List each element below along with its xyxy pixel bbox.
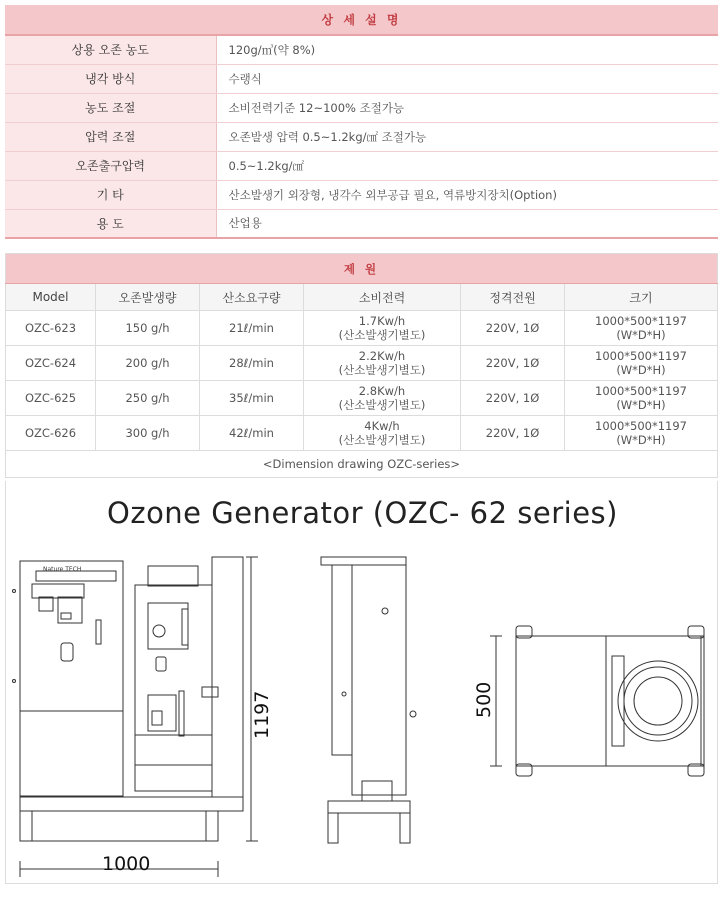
table-row [6, 346, 718, 381]
spec-label: 농도 조절 [5, 93, 216, 122]
spec-value: 산업용 [216, 209, 718, 238]
cell-power: 4Kw/h (산소발생기별도) [304, 416, 461, 451]
table-row [5, 64, 718, 93]
cell-oxygen: 21ℓ/min [200, 311, 304, 346]
spec-label: 기 타 [5, 180, 216, 209]
cell-ozone: 300 g/h [96, 416, 200, 451]
cell-size: 1000*500*1197 (W*D*H) [565, 381, 718, 416]
spec-value: 0.5~1.2kg/㎠ [216, 151, 718, 180]
cell-model: OZC-623 [6, 311, 96, 346]
header-model: Model [6, 284, 96, 311]
cell-size: 1000*500*1197 (W*D*H) [565, 416, 718, 451]
header-ozone: 오존발생량 [96, 284, 200, 311]
table-row [5, 151, 718, 180]
dimension-drawing [5, 481, 718, 884]
cell-power: 1.7Kw/h (산소발생기별도) [304, 311, 461, 346]
cell-ozone: 200 g/h [96, 346, 200, 381]
cell-oxygen: 35ℓ/min [200, 381, 304, 416]
cell-size: 1000*500*1197 (W*D*H) [565, 346, 718, 381]
drawing-svg [6, 481, 719, 884]
table-row [5, 209, 718, 238]
spec-value: 수랭식 [216, 64, 718, 93]
width-dimension-label: 1000 [102, 853, 151, 875]
cell-model: OZC-625 [6, 381, 96, 416]
spec-label: 오존출구압력 [5, 151, 216, 180]
cell-ozone: 250 g/h [96, 381, 200, 416]
spec-value: 120g/㎥(약 8%) [216, 35, 718, 64]
cell-supply: 220V, 1Ø [461, 416, 565, 451]
top-view [490, 626, 704, 776]
table-row [5, 180, 718, 209]
model-table-title: 제 원 [6, 254, 718, 284]
cell-supply: 220V, 1Ø [461, 381, 565, 416]
dimension-caption: <Dimension drawing OZC-series> [6, 451, 718, 478]
cell-power: 2.8Kw/h (산소발생기별도) [304, 381, 461, 416]
drawing-title: Ozone Generator (OZC- 62 series) [107, 496, 618, 530]
cell-size: 1000*500*1197 (W*D*H) [565, 311, 718, 346]
model-table [5, 253, 718, 478]
table-row [6, 311, 718, 346]
depth-dimension-label: 500 [473, 681, 495, 718]
spec-table-title: 상 세 설 명 [5, 5, 718, 35]
spec-value: 소비전력기준 12~100% 조절가능 [216, 93, 718, 122]
cell-ozone: 150 g/h [96, 311, 200, 346]
spec-label: 용 도 [5, 209, 216, 238]
height-dimension-label: 1197 [251, 690, 273, 739]
cell-oxygen: 42ℓ/min [200, 416, 304, 451]
panel-logo-label: Nature TECH [43, 566, 82, 573]
cell-model: OZC-626 [6, 416, 96, 451]
spec-table [5, 5, 718, 239]
spec-value: 산소발생기 외장형, 냉각수 외부공급 필요, 역류방지장치(Option) [216, 180, 718, 209]
cell-oxygen: 28ℓ/min [200, 346, 304, 381]
header-supply: 정격전원 [461, 284, 565, 311]
cell-model: OZC-624 [6, 346, 96, 381]
side-view [321, 557, 416, 843]
spec-value: 오존발생 압력 0.5~1.2kg/㎠ 조절가능 [216, 122, 718, 151]
spec-label: 냉각 방식 [5, 64, 216, 93]
table-row [5, 93, 718, 122]
cell-supply: 220V, 1Ø [461, 346, 565, 381]
table-row [5, 35, 718, 64]
table-row [5, 122, 718, 151]
cell-supply: 220V, 1Ø [461, 311, 565, 346]
header-oxygen: 산소요구량 [200, 284, 304, 311]
spec-label: 압력 조절 [5, 122, 216, 151]
table-row [6, 381, 718, 416]
front-view [13, 557, 259, 877]
table-row [6, 416, 718, 451]
header-size: 크기 [565, 284, 718, 311]
header-power: 소비전력 [304, 284, 461, 311]
cell-power: 2.2Kw/h (산소발생기별도) [304, 346, 461, 381]
spec-label: 상용 오존 농도 [5, 35, 216, 64]
